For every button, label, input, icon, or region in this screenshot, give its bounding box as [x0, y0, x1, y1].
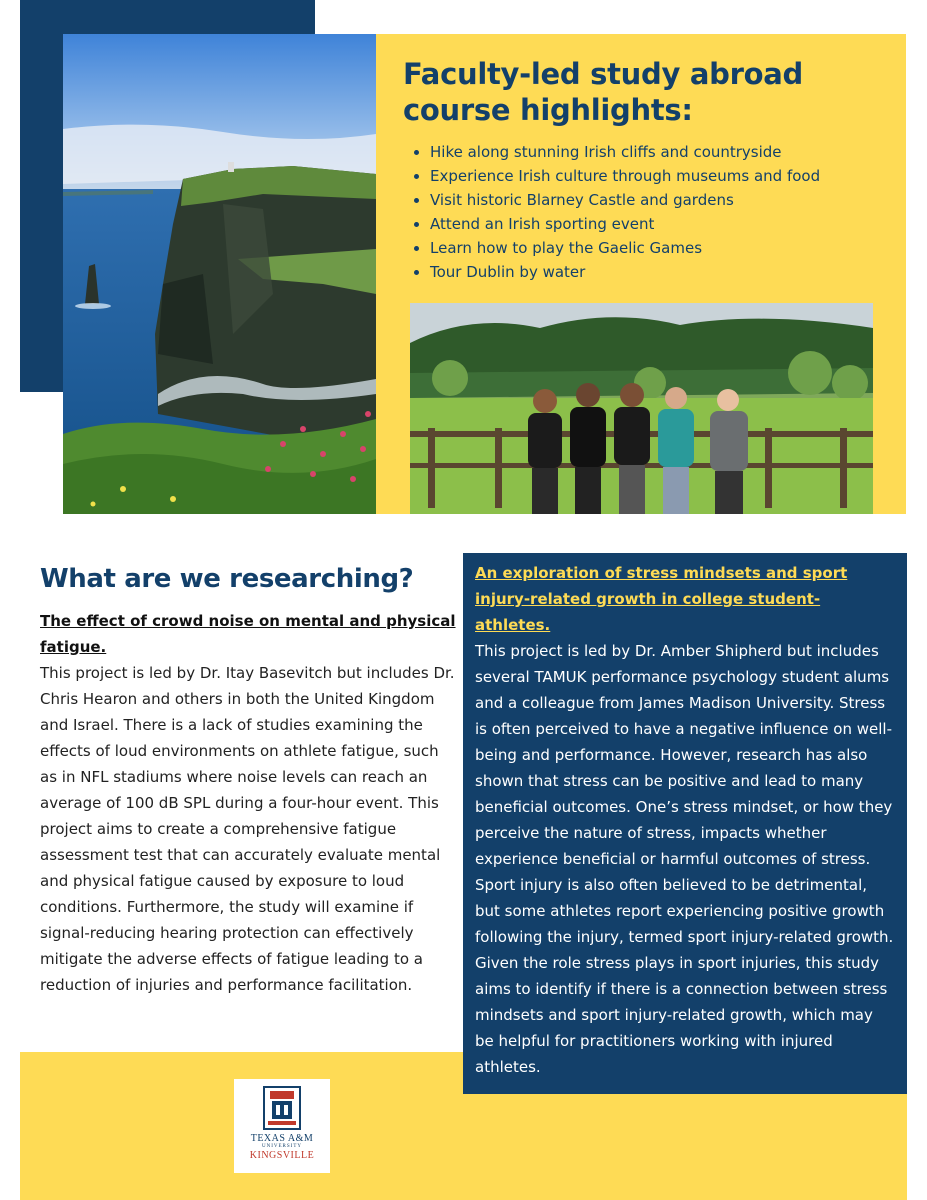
list-item: • Attend an Irish sporting event [430, 212, 820, 236]
stress-mindset-subtitle: An exploration of stress mindsets and sport injury-related growth in college student-athletes. [475, 564, 848, 634]
group-photo [410, 303, 873, 514]
list-item: • Experience Irish culture through museums and food [430, 164, 820, 188]
logo-line-university: UNIVERSITY [262, 1144, 302, 1149]
stress-mindset-body: This project is led by Dr. Amber Shipherd but includes several TAMUK performance psychology student alums and a colleague from James Madison University. Stress is often perceived to have a negative influence on well-being and performance. However, research has also shown that stress can be positive and lead to many beneficial outcomes. One’s stress mindset, or how they perceive the nature of stress, impacts whether experience beneficial or harmful outcomes of stress. Sport injury is also often believed to be detrimental, but some athletes report experiencing positive growth following the injury, termed sport injury-related growth. Given the role stress plays in sport injuries, this study aims to identify if there is a connection between stress mindsets and sport injury-related growth, which may be helpful for practitioners working with injured athletes. [475, 642, 894, 1076]
stress-mindset-project [463, 553, 907, 1094]
tamuk-logo [234, 1079, 330, 1173]
research-title: What are we researching? [40, 564, 414, 594]
crowd-noise-subtitle: The effect of crowd noise on mental and physical fatigue. [40, 612, 456, 656]
list-item: • Learn how to play the Gaelic Games [430, 236, 820, 260]
crowd-noise-project [40, 608, 458, 998]
crowd-noise-body: This project is led by Dr. Itay Basevitch but includes Dr. Chris Hearon and others in both the United Kingdom and Israel. There is a lack of studies examining the effects of loud environments on athlete fatigue, such as in NFL stadiums where noise levels can reach an average of 100 dB SPL during a four-hour event. This project aims to create a comprehensive fatigue assessment test that can accurately evaluate mental and physical fatigue caused by exposure to loud conditions. Furthermore, the study will examine if signal-reducing hearing protection can effectively mitigate the adverse effects of fatigue leading to a reduction of injuries and performance facilitation. [40, 664, 455, 994]
highlights-list [408, 140, 820, 284]
list-item: • Hike along stunning Irish cliffs and countryside [430, 140, 820, 164]
cliffs-photo [63, 34, 376, 514]
list-item: • Tour Dublin by water [430, 260, 820, 284]
logo-line-texas: TEXAS A&M [250, 1133, 314, 1144]
university-seal-icon [262, 1085, 302, 1131]
highlights-title: Faculty-led study abroad course highlights: [403, 57, 803, 127]
list-item: • Visit historic Blarney Castle and gardens [430, 188, 820, 212]
logo-line-kingsville: KINGSVILLE [249, 1150, 315, 1161]
